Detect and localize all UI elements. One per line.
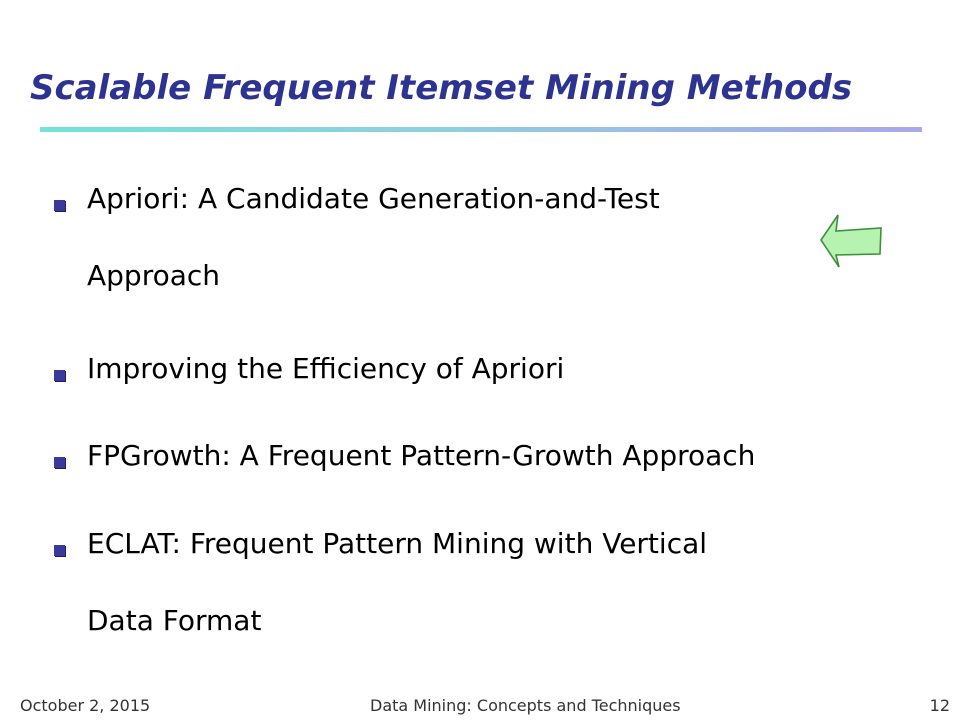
bullet-text-line2: Data Format: [87, 604, 262, 637]
bullet-text-line1: ECLAT: Frequent Pattern Mining with Vertical: [87, 527, 708, 560]
bullet-marker: [54, 545, 65, 556]
bullet-text-line2: Approach: [87, 259, 221, 292]
bullet-improving-efficiency: [52, 348, 947, 389]
bullet-text-line1: FPGrowth: A Frequent Pattern-Growth Approach: [87, 439, 756, 472]
left-arrow-icon: [818, 213, 884, 269]
slide-title: Scalable Frequent Itemset Mining Methods: [30, 68, 853, 108]
bullet-text-line1: Apriori: A Candidate Generation-and-Test: [87, 182, 660, 215]
bullet-marker: [54, 370, 65, 381]
bullet-fpgrowth: [52, 435, 960, 476]
bullet-marker: [54, 457, 65, 468]
page-number: 12: [929, 696, 950, 715]
title-underline: [40, 127, 922, 132]
footer-title: Data Mining: Concepts and Techniques: [370, 696, 681, 715]
bullet-eclat: [52, 523, 887, 641]
footer-date: October 2, 2015: [20, 696, 151, 715]
bullet-marker: [54, 200, 65, 211]
bullet-apriori: [52, 178, 827, 296]
bullet-text-line1: Improving the Efficiency of Apriori: [87, 352, 565, 385]
